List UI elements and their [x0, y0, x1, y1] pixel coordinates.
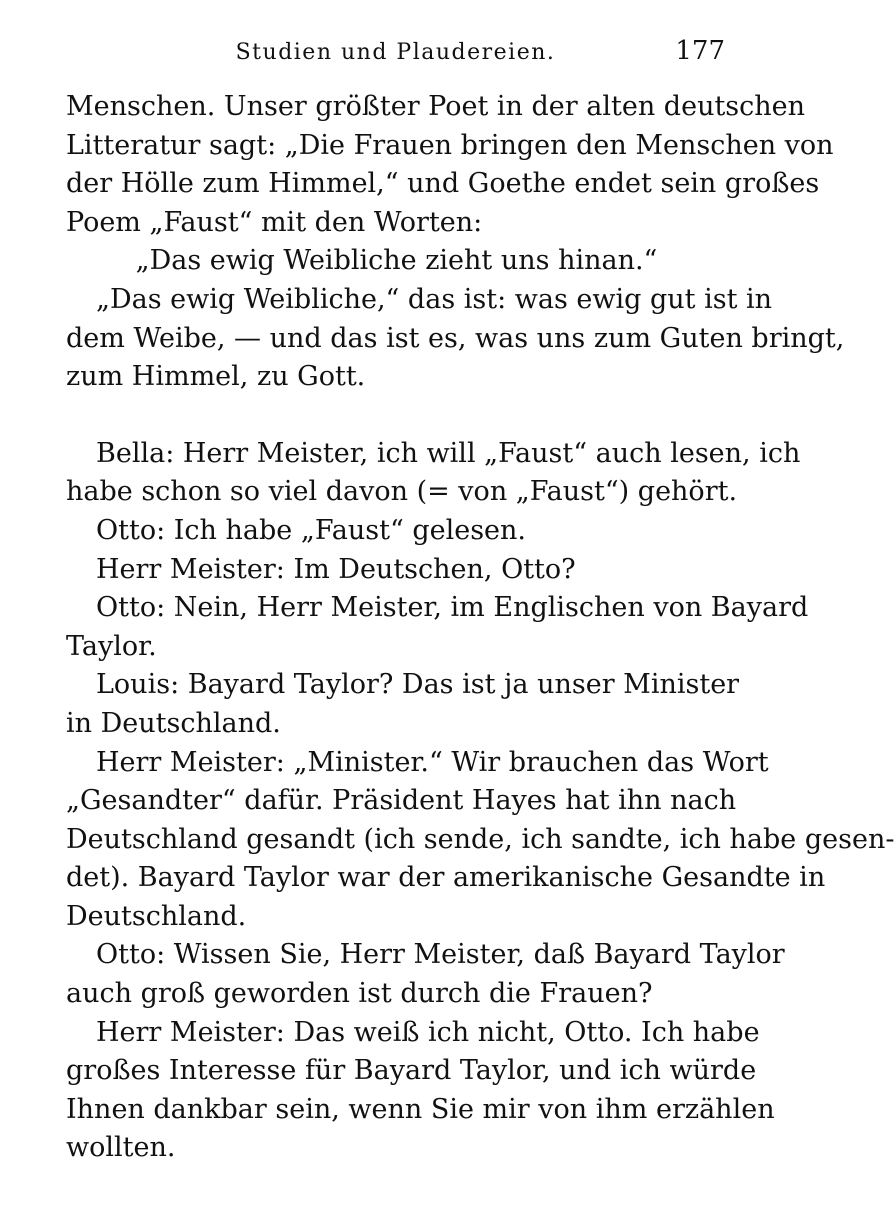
- text-line: Menschen. Unser größter Poet in der alten deutschen: [66, 91, 806, 122]
- dialogue-line: auch groß geworden ist durch die Frauen?: [66, 978, 653, 1010]
- body-text: [66, 88, 894, 1168]
- dialogue-line: Herr Meister: Im Deutschen, Otto?: [96, 553, 576, 585]
- dialogue-line: Ihnen dankbar sein, wenn Sie mir von ihm erzählen: [66, 1093, 775, 1125]
- dialogue-line: Louis: Bayard Taylor? Das ist ja unser Minister: [96, 669, 740, 701]
- dialogue-line: „Gesandter“ dafür. Präsident Hayes hat ihn nach: [66, 785, 737, 817]
- text-line: „Das ewig Weibliche,“ das ist: was ewig gut ist in: [96, 283, 773, 315]
- dialogue-line: det). Bayard Taylor war der amerikanische Gesandte in: [66, 862, 826, 894]
- page-header: [66, 30, 725, 70]
- text-line: Poem „Faust“ mit den Worten:: [66, 206, 483, 238]
- dialogue-line: Otto: Nein, Herr Meister, im Englischen von Bayard: [96, 592, 809, 624]
- text-line: der Hölle zum Himmel,“ und Goethe endet sein großes: [66, 168, 820, 200]
- running-head: Studien und Plaudereien.: [235, 40, 556, 65]
- dialogue-line: Otto: Ich habe „Faust“ gelesen.: [96, 514, 527, 546]
- text-line: dem Weibe, — und das ist es, was uns zum Guten bringt,: [66, 322, 845, 354]
- text-line: Litteratur sagt: „Die Frauen bringen den Menschen von: [66, 129, 834, 161]
- dialogue-line: großes Interesse für Bayard Taylor, und ich würde: [66, 1055, 757, 1087]
- dialogue-line: Deutschland.: [66, 900, 247, 932]
- dialogue-line: in Deutschland.: [66, 707, 281, 739]
- dialogue-line: Deutschland gesandt (ich sende, ich sandte, ich habe gesen-: [66, 823, 894, 855]
- quotation-line: „Das ewig Weibliche zieht uns hinan.“: [135, 245, 658, 277]
- dialogue-line: Bella: Herr Meister, ich will „Faust“ auch lesen, ich: [96, 437, 801, 469]
- dialogue-line: Herr Meister: „Minister.“ Wir brauchen das Wort: [96, 746, 769, 778]
- text-line: zum Himmel, zu Gott.: [66, 361, 366, 393]
- dialogue-line: Otto: Wissen Sie, Herr Meister, daß Bayard Taylor: [96, 939, 785, 971]
- dialogue-line: wollten.: [66, 1132, 176, 1164]
- dialogue-line: Herr Meister: Das weiß ich nicht, Otto. Ich habe: [96, 1016, 760, 1048]
- dialogue-line: habe schon so viel davon (= von „Faust“) gehört.: [66, 476, 738, 508]
- dialogue-line: Taylor.: [66, 630, 157, 662]
- page-number: 177: [675, 36, 725, 66]
- paragraph-gap: [66, 397, 727, 435]
